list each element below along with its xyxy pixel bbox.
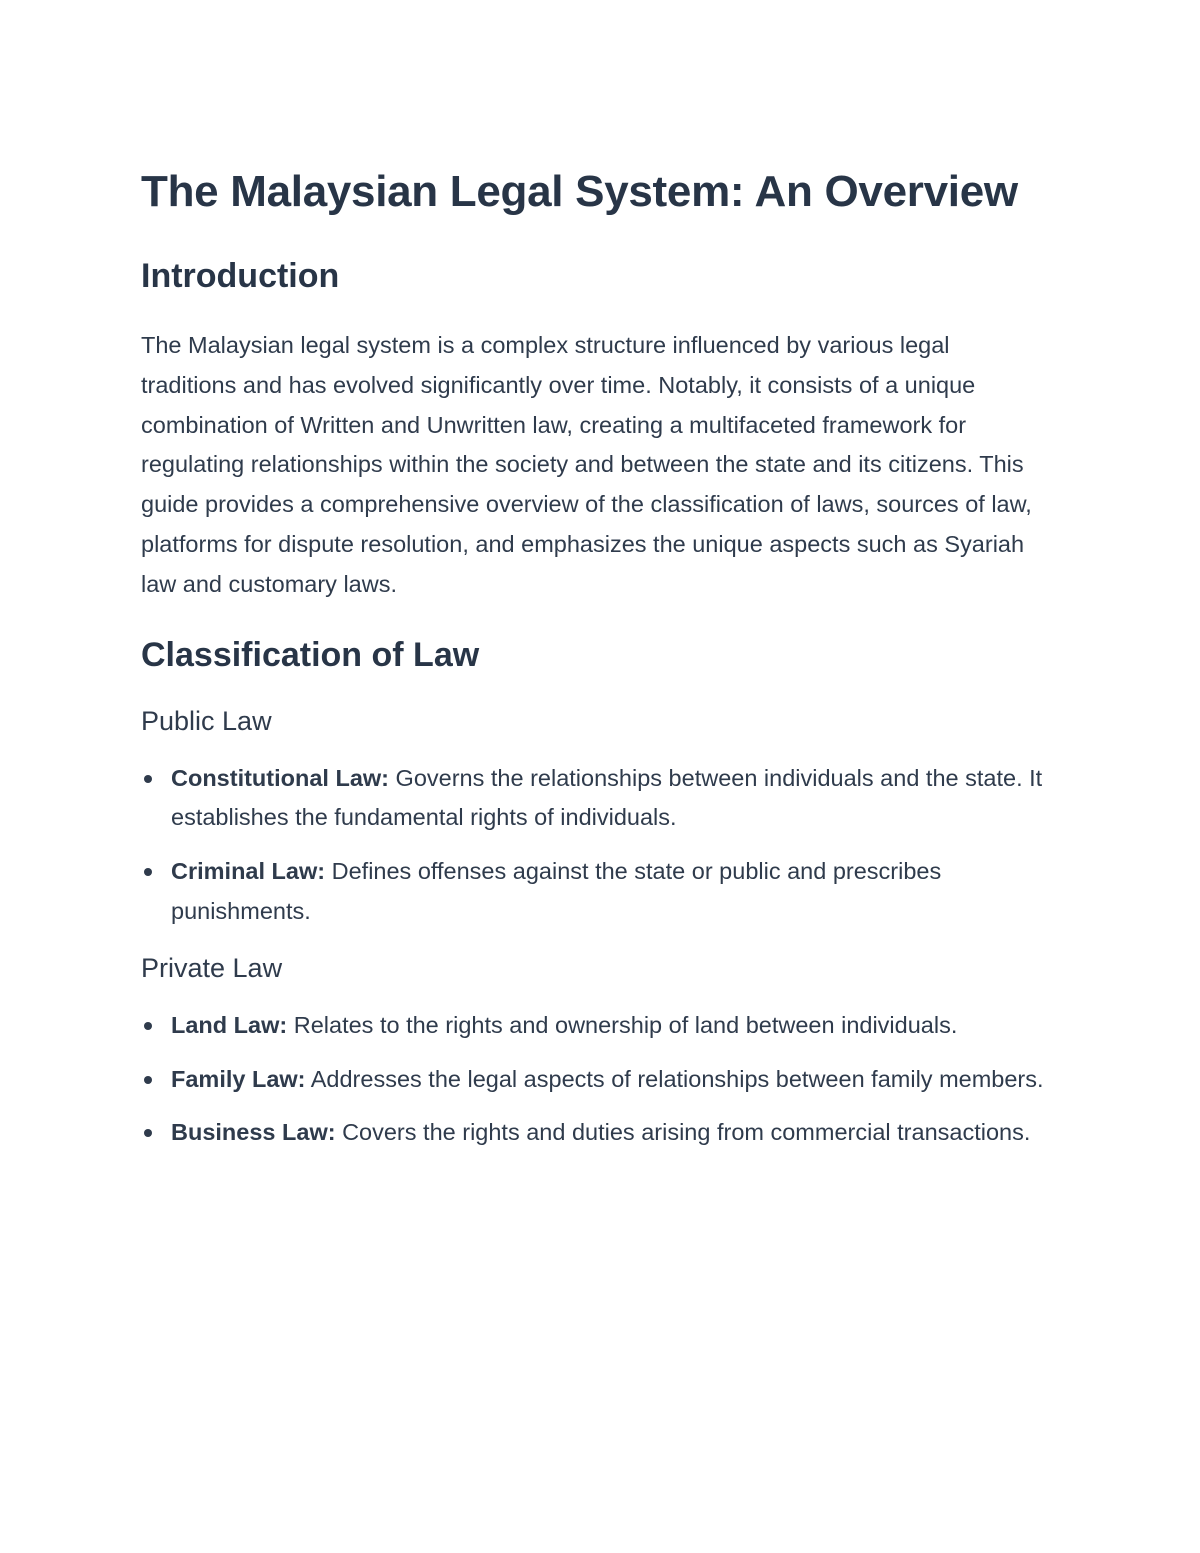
list-item-text: Addresses the legal aspects of relationships between family members. xyxy=(305,1065,1044,1092)
introduction-paragraph: The Malaysian legal system is a complex structure influenced by various legal traditions and has evolved significantly over time. Notably, it consists of a unique combination of Written and Unwritten law, creating a multifaceted framework for regulating relationships within the society and between the state and its citizens. This guide provides a comprehensive overview of the classification of laws, sources of law, platforms for dispute resolution, and emphasizes the unique aspects such as Syariah law and customary laws. xyxy=(141,332,1032,597)
list-item-text: Defines offenses against the state or public and prescribes punishments. xyxy=(171,858,942,924)
document-page xyxy=(141,160,1061,1167)
list-item xyxy=(141,1006,1051,1046)
list-item-text: Governs the relationships between individuals and the state. It establishes the fundamental rights of individuals. xyxy=(171,764,1043,831)
list-item xyxy=(141,1060,1051,1100)
classification-heading: Classification of Law xyxy=(141,635,480,674)
private-law-list xyxy=(141,1006,1061,1153)
bullet-icon xyxy=(144,1022,152,1030)
bullet-icon xyxy=(144,775,152,783)
list-item xyxy=(141,759,1051,839)
list-item-term: Land Law: xyxy=(171,1011,288,1038)
private-law-heading: Private Law xyxy=(141,952,283,983)
list-item-text: Relates to the rights and ownership of land between individuals. xyxy=(287,1011,958,1038)
list-item xyxy=(141,1113,1051,1153)
list-item-term: Constitutional Law: xyxy=(171,764,390,791)
document-title: The Malaysian Legal System: An Overview xyxy=(141,167,1018,216)
list-item-text: Covers the rights and duties arising from commercial transactions. xyxy=(335,1119,1031,1146)
list-item-term: Criminal Law: xyxy=(171,858,326,885)
list-item-term: Business Law: xyxy=(171,1119,336,1146)
bullet-icon xyxy=(144,1076,152,1084)
list-item xyxy=(141,852,1051,932)
introduction-heading: Introduction xyxy=(141,257,340,295)
public-law-heading: Public Law xyxy=(141,705,272,736)
bullet-icon xyxy=(144,868,152,876)
list-item-term: Family Law: xyxy=(171,1065,306,1092)
public-law-list xyxy=(141,759,1061,932)
bullet-icon xyxy=(144,1129,152,1137)
